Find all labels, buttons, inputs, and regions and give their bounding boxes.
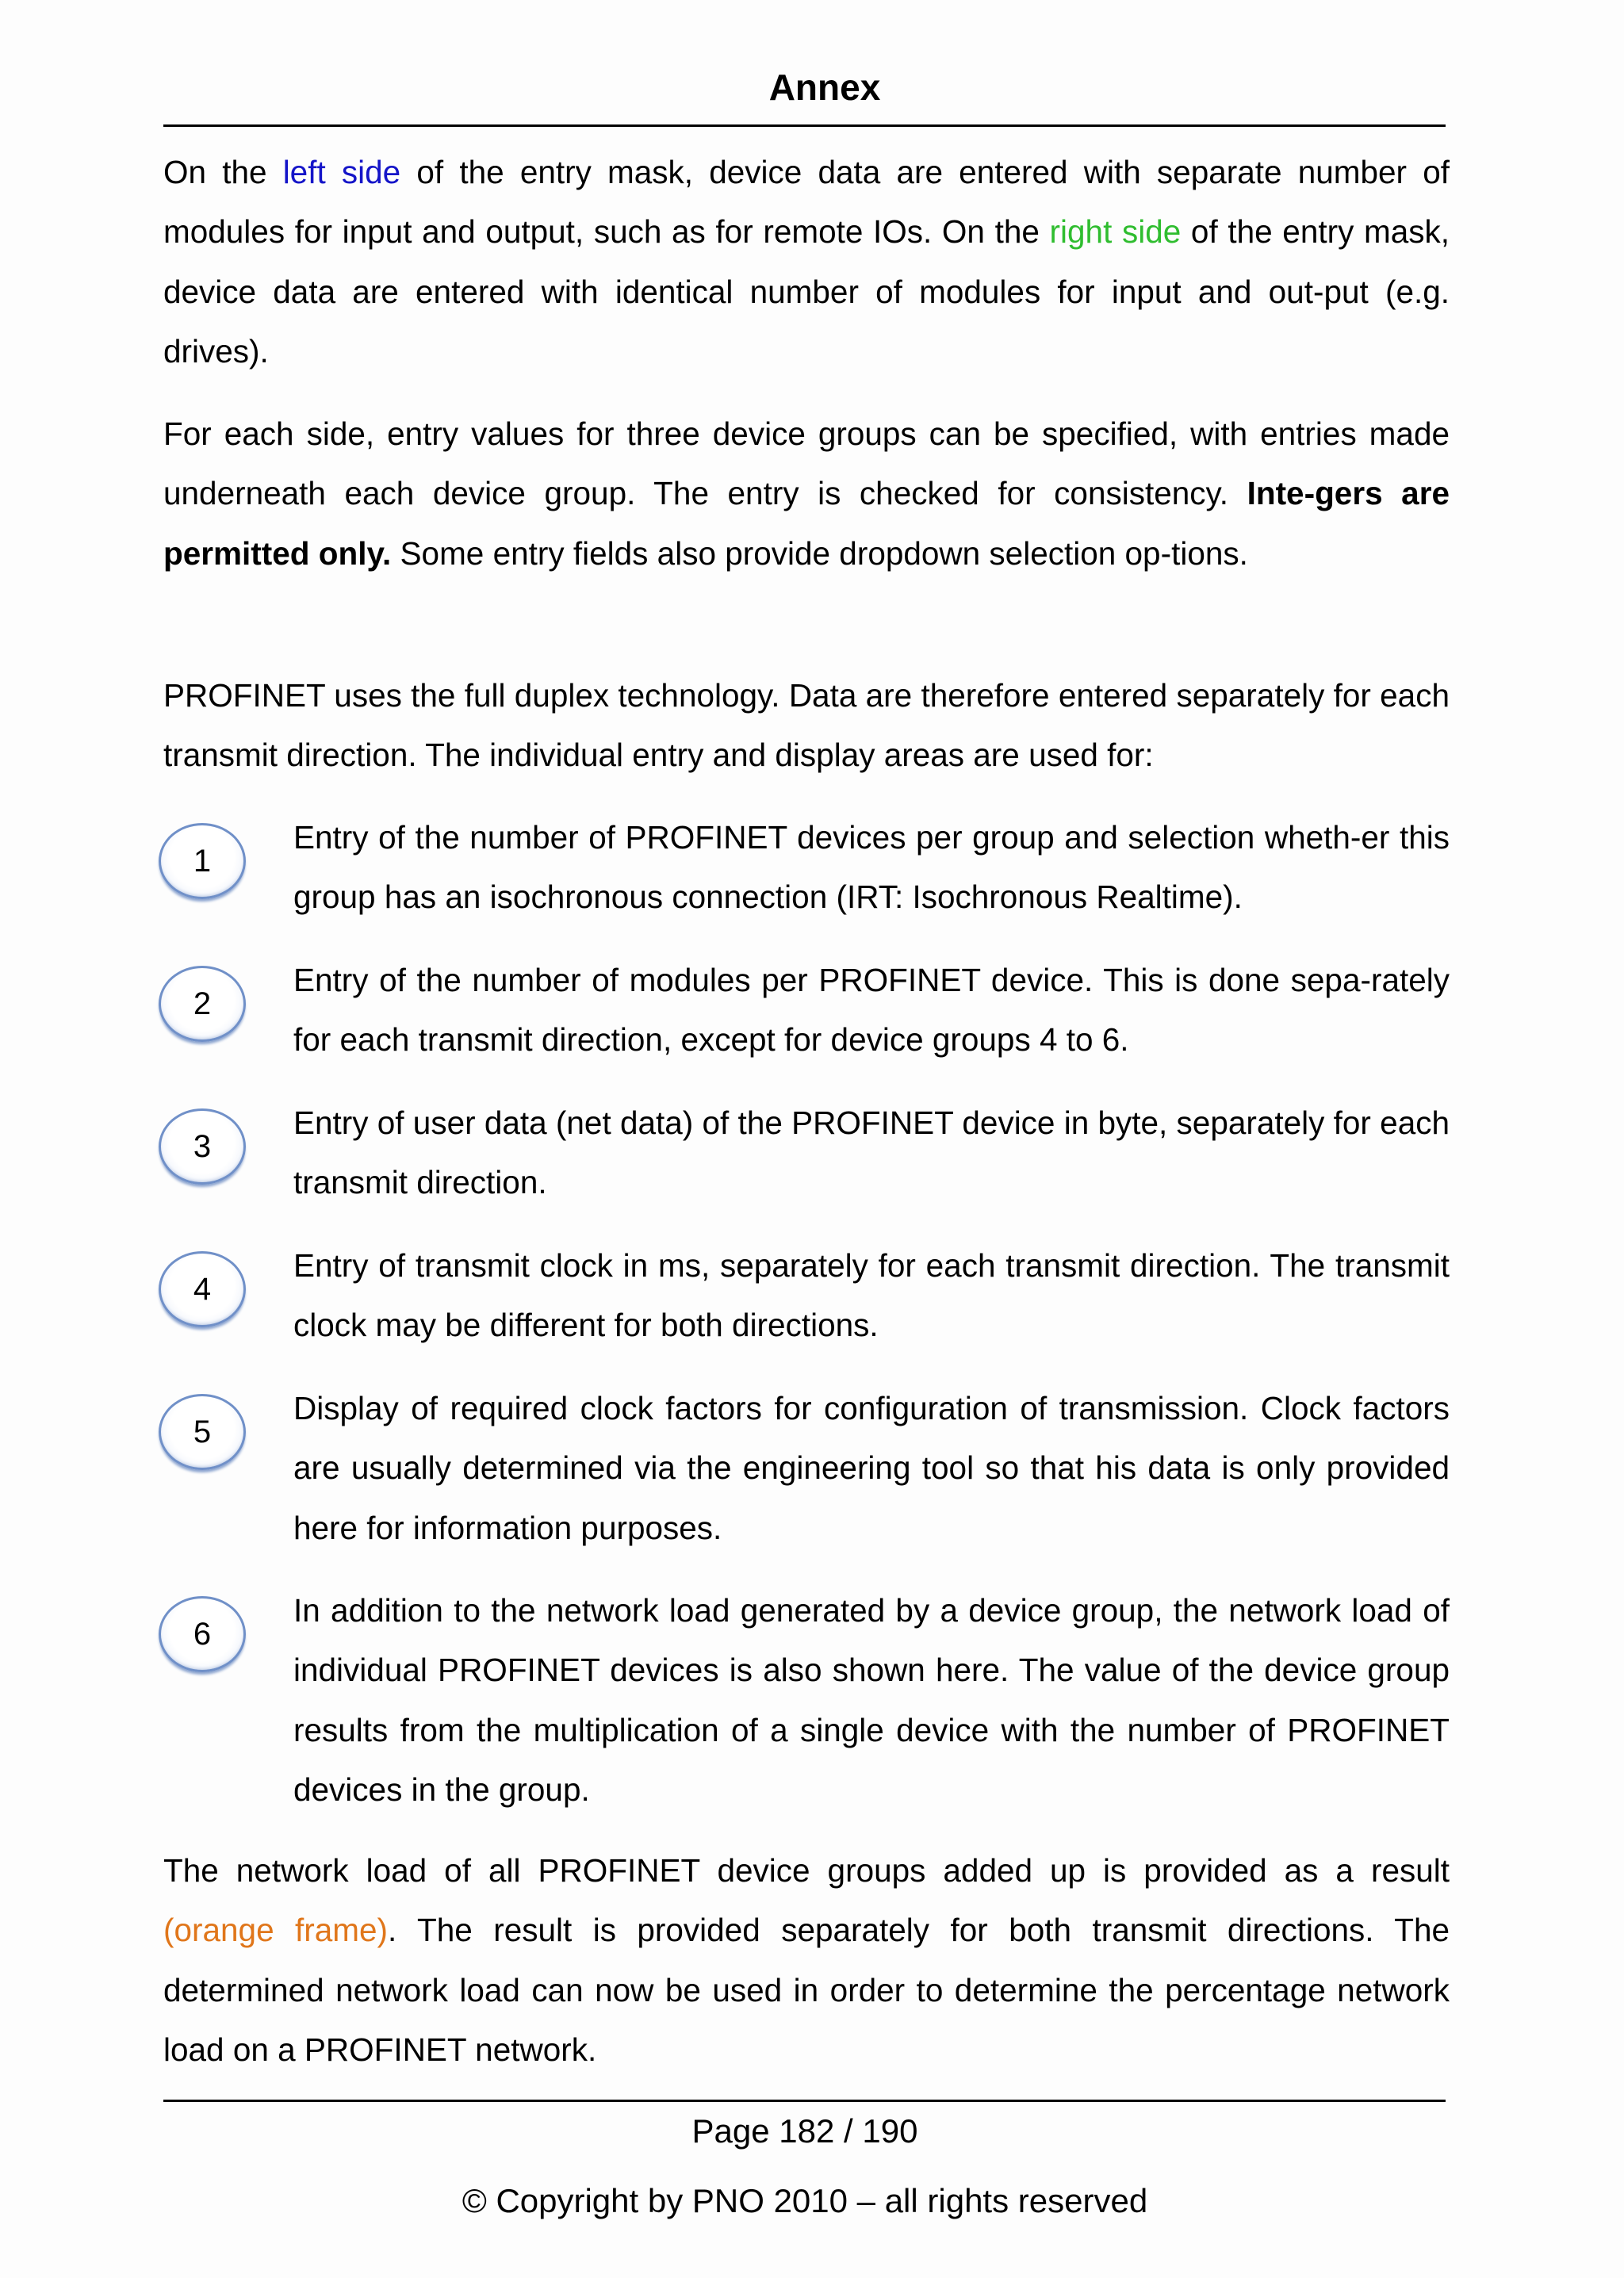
paragraph-entry-mask-sides xyxy=(163,143,1450,381)
page-header-title: Annex xyxy=(768,67,881,108)
p2-text-a: For each side, entry values for three device groups can be specified, with entries made underneath each device group. The entry is checked for consistency. xyxy=(163,415,1450,512)
item-text-1: Entry of the number of PROFINET devices per group and selection wheth-er this group has an isochronous connection (IRT: Isochronous Realtime). xyxy=(293,819,1450,916)
header-rule xyxy=(163,124,1446,127)
p1-text-c: of the entry mask, device data are entered with identical number of modules for input and out-put (e.g. drives). xyxy=(163,213,1450,369)
number-badge-6: 6 xyxy=(159,1596,246,1672)
footer-rule xyxy=(163,2100,1446,2102)
paragraph-network-load-result xyxy=(163,1841,1450,2080)
orange-frame-highlight: (orange frame) xyxy=(163,1912,389,1949)
p1-text-b: of the entry mask, device data are entered with separate number of modules for input and output, such as for remote IOs. On the xyxy=(163,154,1450,251)
page-number: Page 182 / 190 xyxy=(691,2112,918,2150)
left-side-highlight: left side xyxy=(282,154,401,190)
number-badge-5: 5 xyxy=(159,1394,246,1470)
item-text-4: Entry of transmit clock in ms, separately for each transmit direction. The transmit clock may be different for both directions. xyxy=(293,1247,1450,1344)
copyright-notice: © Copyright by PNO 2010 – all rights reserved xyxy=(462,2182,1148,2219)
item-text-3: Entry of user data (net data) of the PROFINET device in byte, separately for each transmit direction. xyxy=(293,1105,1450,1201)
integers-note: Inte-gers are permitted only. xyxy=(163,475,1450,572)
number-badge-2: 2 xyxy=(159,966,246,1042)
p4-text-a: The network load of all PROFINET device groups added up is provided as a result xyxy=(163,1852,1450,1889)
paragraph-full-duplex: PROFINET uses the full duplex technology. Data are therefore entered separately for each transmit direction. The individual entry and display areas are used for: xyxy=(163,677,1450,774)
item-text-6: In addition to the network load generated by a device group, the network load of individual PROFINET devices is also shown here. The value of the device group results from the multiplication of a single device with the number of PROFINET devices in the group. xyxy=(293,1592,1450,1808)
item-text-2: Entry of the number of modules per PROFINET device. This is done sepa-rately for each transmit direction, except for device groups 4 to 6. xyxy=(293,962,1450,1059)
paragraph-device-groups xyxy=(163,404,1450,584)
number-badge-4: 4 xyxy=(159,1251,246,1327)
p2-text-b: Some entry fields also provide dropdown selection op-tions. xyxy=(391,534,1248,572)
number-badge-1: 1 xyxy=(159,823,246,899)
right-side-highlight: right side xyxy=(1049,213,1182,251)
number-badge-3: 3 xyxy=(159,1108,246,1185)
p1-text-a: On the xyxy=(163,154,283,190)
p4-text-b: . The result is provided separately for both transmit directions. The determined network load can now be used in order to determine the percentage network load on a PROFINET network. xyxy=(163,1912,1450,2068)
item-text-5: Display of required clock factors for configuration of transmission. Clock factors are usually determined via the engineering tool so that his data is only provided here for information purposes. xyxy=(293,1390,1450,1546)
